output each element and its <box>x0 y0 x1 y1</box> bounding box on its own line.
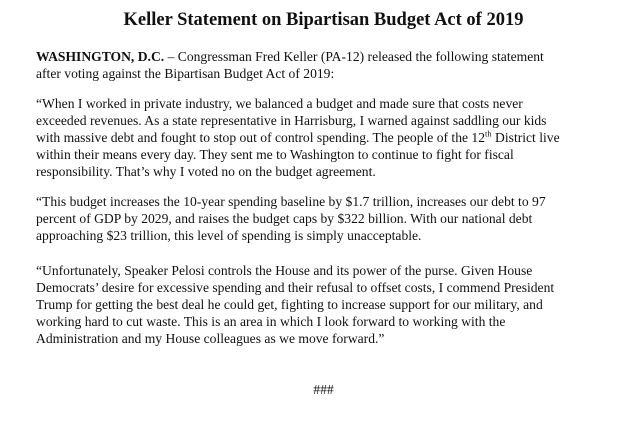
quote-paragraph-1 <box>36 95 611 180</box>
quote-paragraph-1-part-a: “When I worked in private industry, we balanced a budget and made sure that costs never exceeded revenues. As a state representative in Harrisburg, I warned against saddling our kids with massive debt and fought to stop out of control spending. The people of the 12 <box>36 96 547 145</box>
dateline: WASHINGTON, D.C. <box>36 49 165 64</box>
ordinal-suffix: th <box>485 128 492 139</box>
quote-paragraph-2: “This budget increases the 10-year spending baseline by $1.7 trillion, increases our debt to 97 percent of GDP by 2029, and raises the budget caps by $322 billion. With our national debt approaching $23 trillion, this level of spending is simply unacceptable. <box>36 194 546 243</box>
intro-text: – Congressman Fred Keller (PA-12) released the following statement after voting against the Bipartisan Budget Act of 2019: <box>36 49 544 81</box>
page-title: Keller Statement on Bipartisan Budget Act of 2019 <box>123 10 524 30</box>
end-mark: ### <box>313 382 334 397</box>
intro-paragraph <box>36 48 611 82</box>
quote-paragraph-3: “Unfortunately, Speaker Pelosi controls the House and its power of the purse. Given House Democrats’ desire for excessive spending and their refusal to offset costs, I commend President Trump for getting the best deal he could get, fighting to increase support for our military, and working hard to cut waste. This is an area in which I look forward to working with the Administration and my House colleagues as we move forward.” <box>36 263 555 346</box>
quote-paragraph-1-part-b: District live within their means every day. They sent me to Washington to continue to fight for fiscal responsibility. That’s why I voted no on the budget agreement. <box>36 130 560 179</box>
